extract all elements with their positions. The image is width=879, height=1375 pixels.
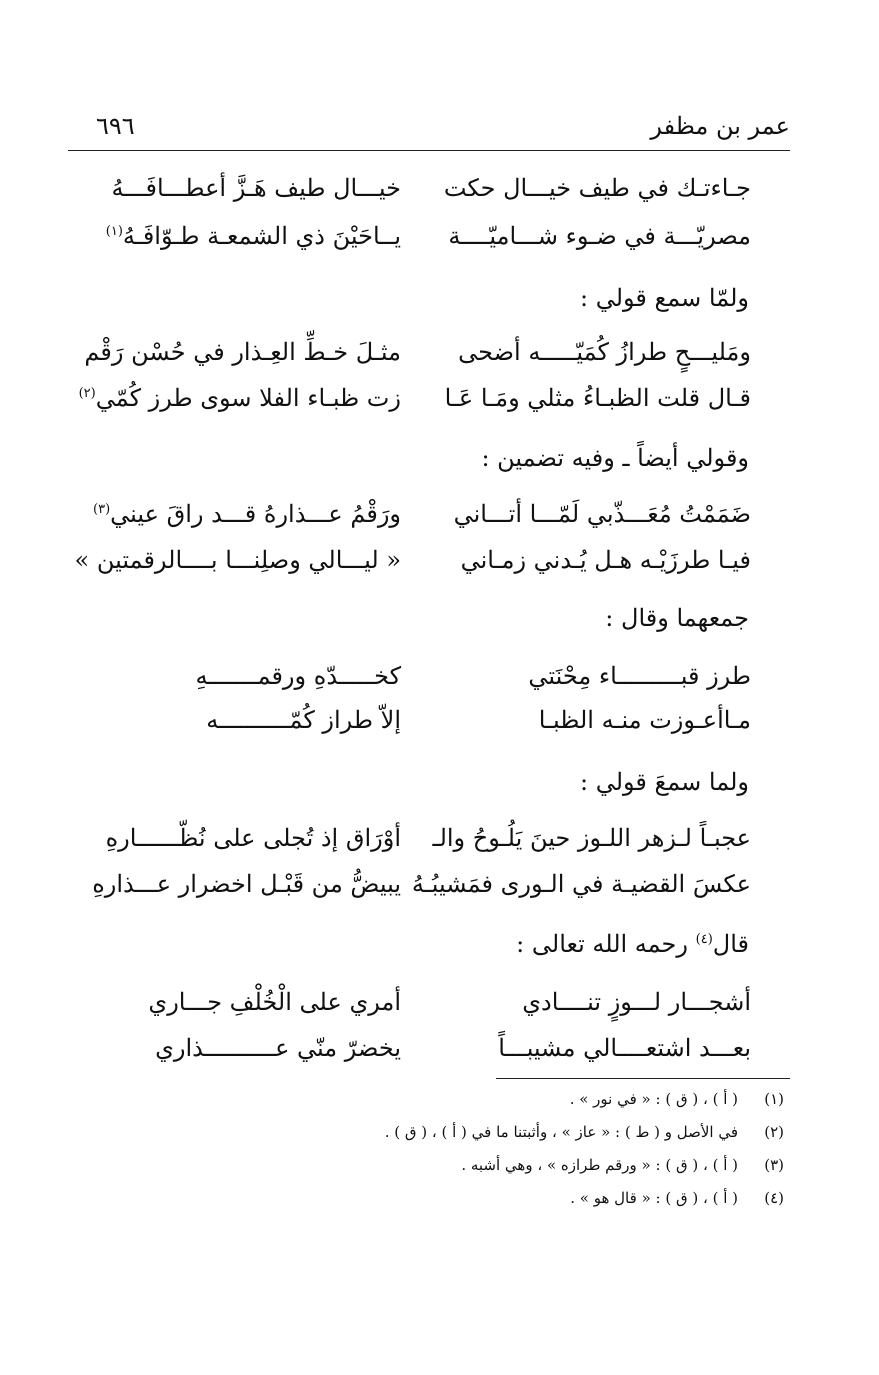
verse-9-second-hemistich: أوْرَاق إذ تُجلى على نُظّــــــارهِ: [105, 824, 401, 852]
verse-7-first-hemistich: طرز قبـــــــــاء مِحْنَتي: [528, 662, 751, 690]
verse-2-first-hemistich: مصريّـــة في ضـوء شـــاميّــــة: [448, 222, 751, 250]
intro-line-3: جمعهما وقال :: [605, 604, 749, 632]
verse-12-first-hemistich: بعـــد اشتعــــالي مشيبـــاً: [498, 1034, 751, 1062]
footnote-1-text: ( أ ) ، ( ق ) : « في نور » .: [569, 1090, 738, 1108]
page-number: ٦٩٦: [96, 112, 135, 140]
footnote-ref-4: (٤): [695, 932, 713, 947]
verse-6-first-hemistich: فيـا طرزَيْـه هـل يُـدني زمـاني: [460, 546, 751, 574]
page-header: [68, 112, 790, 151]
verse-11-first-hemistich: أشجـــار لـــوزٍ تنــــادي: [522, 988, 751, 1016]
verse-7-second-hemistich: كخـــــدّهِ ورقمـــــــهِ: [195, 662, 401, 690]
verse-8-first-hemistich: مـاأعـوزت منـه الظبـا: [538, 706, 751, 734]
verse-10-first-hemistich: عكسَ القضيـة في الـورى فمَشيبُـهُ: [411, 870, 751, 898]
footnote-ref-2: (٢): [78, 386, 96, 401]
footnote-4-number: (٤): [764, 1189, 784, 1207]
footnote-separator: [496, 1078, 790, 1079]
verse-12-second-hemistich: يخضرّ منّي عــــــــــذاري: [155, 1034, 401, 1062]
verse-1-first-hemistich: جـاءتـك في طيف خيـــال حكت: [443, 174, 751, 202]
footnote-ref-1: (١): [105, 224, 123, 239]
footnote-2-number: (٢): [764, 1123, 784, 1141]
verse-9-first-hemistich: عجبـاً لـزهر اللـوز حينَ يَلُـوحُ والـ: [432, 824, 751, 852]
verse-6-second-hemistich: « ليـــالي وصلِنـــا بــــالرقمتين »: [74, 546, 401, 574]
verse-5-first-hemistich: ضَمَمْتُ مُعَـــذّبي لَمّـــا أتـــاني: [453, 500, 751, 528]
footnote-2-text: في الأصل و ( ط ) : « عاز » ، وأثبتنا ما في ( أ ) ، ( ق ) .: [384, 1123, 738, 1141]
intro-line-4: ولما سمعَ قولي :: [579, 768, 749, 796]
footnote-4-text: ( أ ) ، ( ق ) : « قال هو » .: [570, 1189, 738, 1207]
verse-2-second-hemistich: [106, 222, 401, 250]
intro-line-1: ولمّا سمع قولي :: [579, 284, 749, 312]
footnote-2: [385, 1123, 784, 1141]
footnote-3-text: ( أ ) ، ( ق ) : « ورقم طرازه » ، وهي أشبه .: [461, 1156, 738, 1174]
footnote-4: [570, 1189, 784, 1207]
verse-4-first-hemistich: قـال قلت الظبـاءُ مثلي ومَـا عَـا: [444, 384, 751, 412]
running-title: عمر بن مظفر: [650, 112, 790, 140]
verse-4-second-hemistich: [79, 384, 401, 412]
footnote-1-number: (١): [764, 1090, 784, 1108]
verse-8-second-hemistich: إلاّ طراز كُمّــــــــــه: [206, 706, 401, 734]
footnote-1: [570, 1090, 784, 1108]
verse-3-second-hemistich: مثـلَ خـطِّ العِـذار في حُسْن رَقْم: [84, 338, 401, 366]
footnote-ref-3: (٣): [93, 502, 111, 517]
verse-10-second-hemistich: يبيضُّ من قَبْـل اخضرار عـــذارهِ: [92, 870, 401, 898]
verse-5-second-text: ورَقْمُ عـــذارهُ قـــد راقَ عيني: [110, 500, 401, 528]
verse-11-second-hemistich: أمري على الْخُلْفِ جـــاري: [148, 988, 401, 1016]
intro-line-5: [516, 930, 749, 958]
verse-3-first-hemistich: ومَليـــحٍ طرازُ كُمَيّـــــه أضحى: [458, 338, 751, 366]
footnote-3-number: (٣): [764, 1156, 784, 1174]
verse-2-second-text: يــاحَيْنَ ذي الشمعـة طـوّافَـهُ: [122, 222, 401, 250]
intro-5-text: قال: [712, 930, 749, 958]
intro-line-2: وقولي أيضاً ـ وفيه تضمين :: [481, 444, 749, 472]
verse-5-second-hemistich: [93, 500, 401, 528]
verse-1-second-hemistich: خيـــال طيف هَـزَّ أعطـــافَـــهُ: [111, 174, 401, 202]
footnote-3: [461, 1156, 784, 1174]
intro-5-text-after: رحمه الله تعالى :: [516, 930, 688, 958]
verse-4-second-text: زت ظبـاء الفلا سوى طرز كُمّي: [95, 384, 401, 412]
